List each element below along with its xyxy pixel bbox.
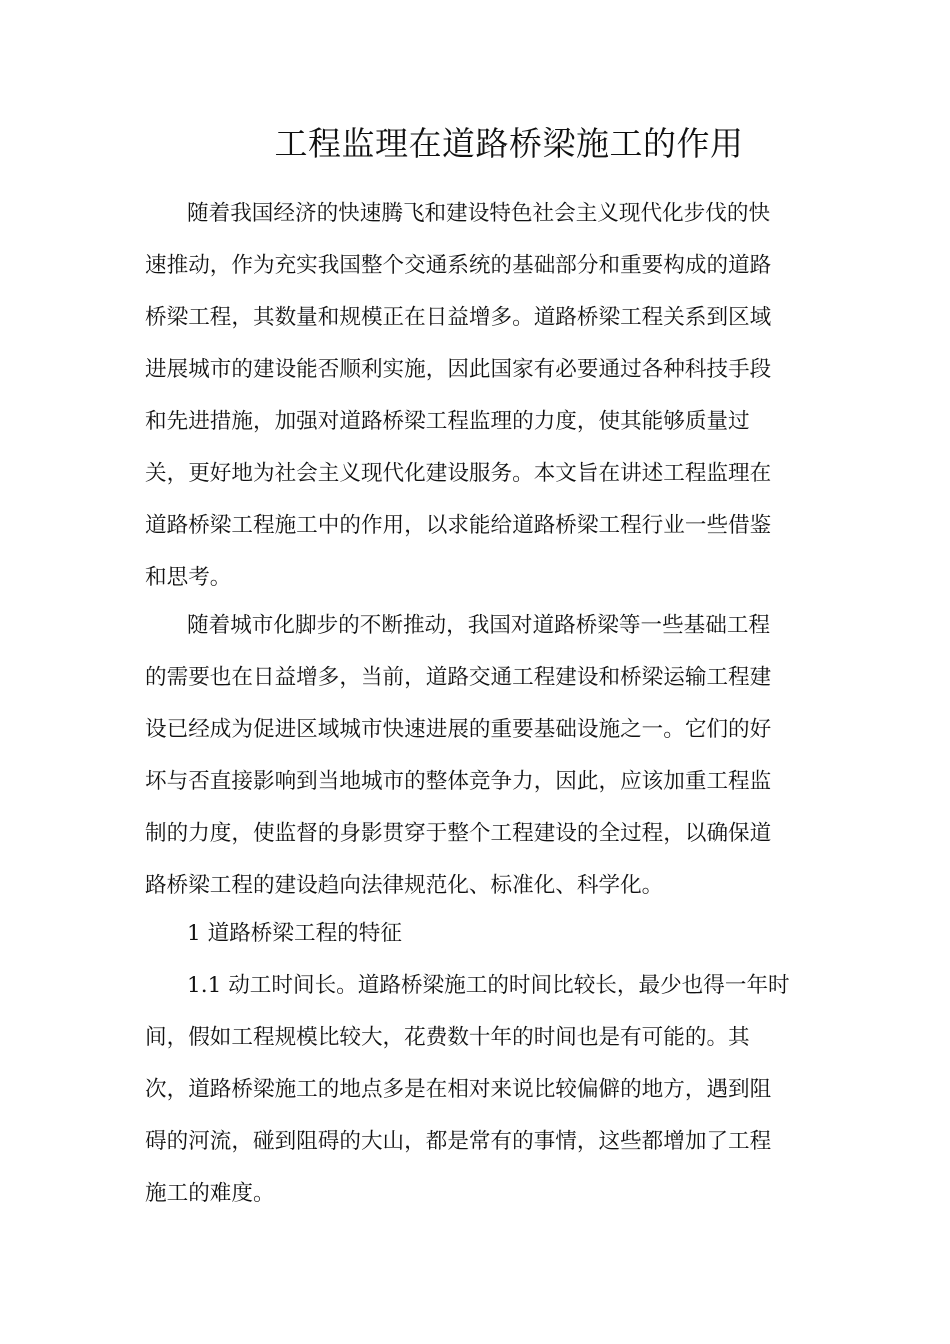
paragraph-1-line-1: 随着我国经济的快速腾飞和建设特色社会主义现代化步伐的快: [187, 201, 771, 226]
paragraph-2-line-2: 的需要也在日益增多，当前，道路交通工程建设和桥梁运输工程建: [145, 665, 772, 690]
paragraph-3-line-4: 碍的河流，碰到阻碍的大山，都是常有的事情，这些都增加了工程: [145, 1129, 772, 1154]
document-title: 工程监理在道路桥梁施工的作用: [274, 124, 744, 163]
paragraph-3-line-2: 间，假如工程规模比较大，花费数十年的时间也是有可能的。其: [145, 1025, 750, 1050]
paragraph-1-line-3: 桥梁工程，其数量和规模正在日益增多。道路桥梁工程关系到区域: [145, 305, 772, 330]
paragraph-1-line-2: 速推动，作为充实我国整个交通系统的基础部分和重要构成的道路: [145, 253, 772, 278]
paragraph-2-line-1: 随着城市化脚步的不断推动，我国对道路桥梁等一些基础工程: [187, 613, 771, 638]
paragraph-2-line-4: 坏与否直接影响到当地城市的整体竞争力，因此，应该加重工程监: [145, 769, 772, 794]
paragraph-3-line-5: 施工的难度。: [145, 1181, 275, 1206]
paragraph-2-line-6: 路桥梁工程的建设趋向法律规范化、标准化、科学化。: [145, 873, 664, 898]
paragraph-1-line-5: 和先进措施，加强对道路桥梁工程监理的力度，使其能够质量过: [145, 409, 750, 434]
paragraph-1-line-8: 和思考。: [145, 565, 232, 590]
section-heading: 1 道路桥梁工程的特征: [187, 921, 402, 946]
paragraph-2-line-3: 设已经成为促进区域城市快速进展的重要基础设施之一。它们的好: [145, 717, 772, 742]
paragraph-1-line-4: 进展城市的建设能否顺利实施，因此国家有必要通过各种科技手段: [145, 357, 772, 382]
paragraph-1-line-6: 关，更好地为社会主义现代化建设服务。本文旨在讲述工程监理在: [145, 461, 772, 486]
paragraph-2-line-5: 制的力度，使监督的身影贯穿于整个工程建设的全过程，以确保道: [145, 821, 772, 846]
paragraph-3-line-1: 1.1 动工时间长。道路桥梁施工的时间比较长，最少也得一年时: [187, 973, 790, 998]
paragraph-3-line-3: 次，道路桥梁施工的地点多是在相对来说比较偏僻的地方，遇到阻: [145, 1077, 772, 1102]
paragraph-1-line-7: 道路桥梁工程施工中的作用，以求能给道路桥梁工程行业一些借鉴: [145, 513, 772, 538]
